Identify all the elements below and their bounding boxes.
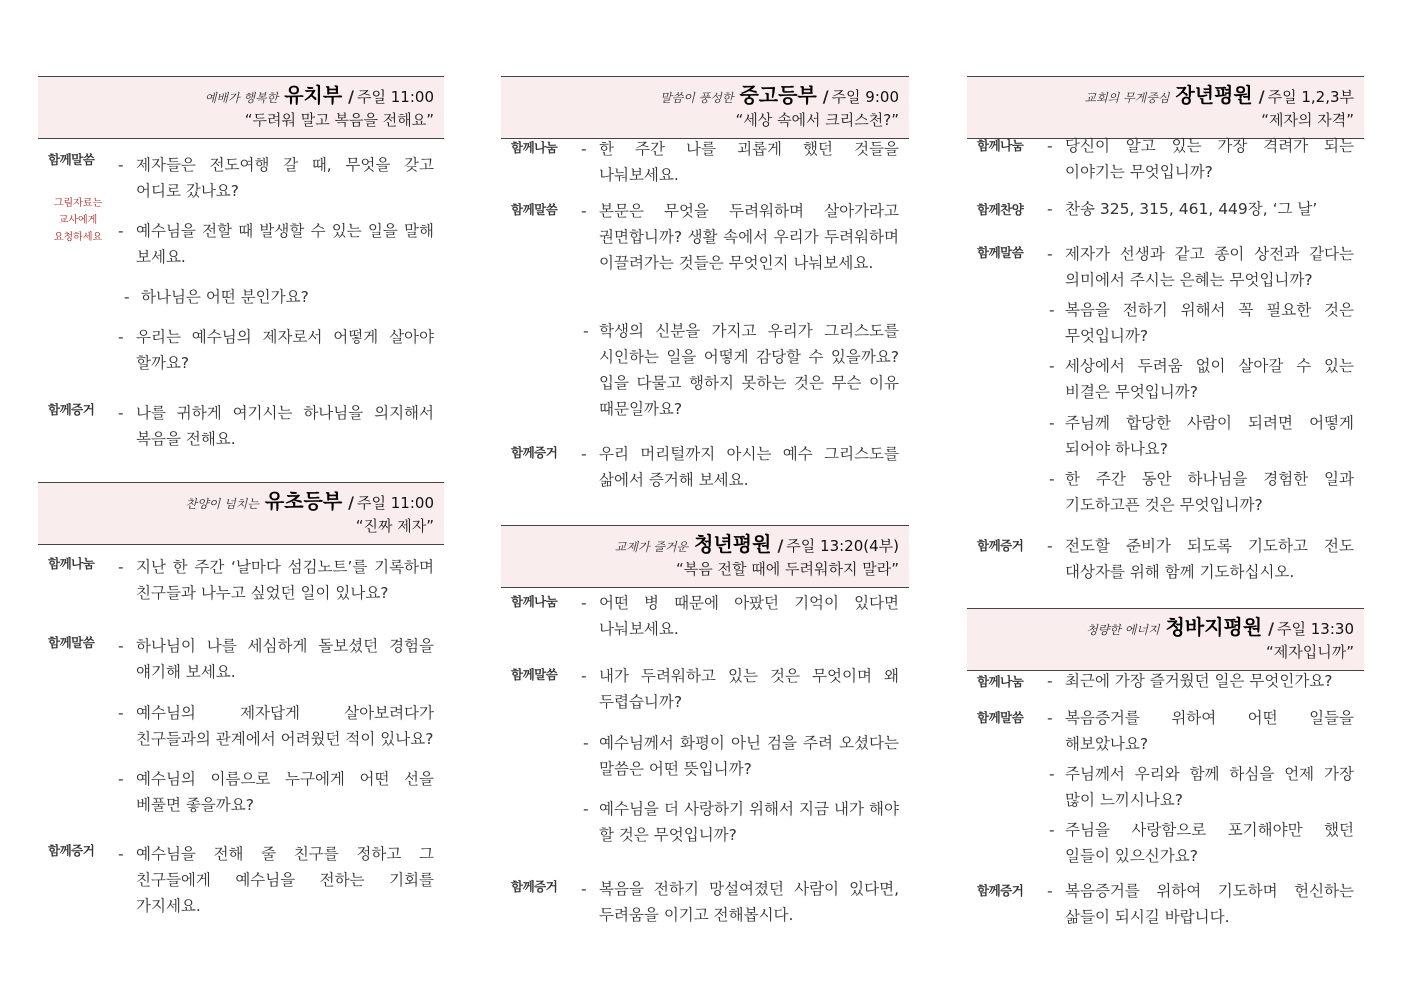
question-text: 제자가 선생과 같고 종이 상전과 같다는 의미에서 주시는 은혜는 무엇입니까? <box>1065 245 1354 289</box>
bullet-dash: - <box>581 140 587 158</box>
activity-label: 함께증거 <box>977 538 1024 553</box>
sermon-theme: “세상 속에서 크리스천?” <box>735 111 899 129</box>
sermon-theme: “진짜 제자” <box>355 517 434 535</box>
question-text: 예수님의 이름으로 누구에게 어떤 선을 베풀면 좋을까요? <box>136 770 434 814</box>
question-text: 주님께서 우리와 함께 하심을 언제 가장 많이 느끼시나요? <box>1065 765 1354 809</box>
bullet-dash: - <box>118 328 124 346</box>
question-text: 최근에 가장 즐거웠던 일은 무엇인가요? <box>1065 672 1333 690</box>
question-text: 찬송 325, 315, 461, 449장, ‘그 날’ <box>1065 200 1318 218</box>
service-time: 주일 13:20(4부) <box>786 537 899 555</box>
section-header <box>501 76 909 139</box>
discussion-question <box>1047 705 1354 757</box>
discussion-question <box>1047 878 1354 930</box>
discussion-question <box>583 730 899 782</box>
sermon-theme: “복음 전할 때에 두려워하지 말라” <box>676 560 899 578</box>
discussion-question <box>118 324 434 376</box>
dept-tagline: 교회의 무게중심 <box>1084 91 1170 105</box>
service-time: 주일 11:00 <box>357 88 434 106</box>
teacher-note <box>48 195 108 246</box>
section-header <box>967 76 1364 139</box>
dept-name: 청바지평원 <box>1165 615 1263 639</box>
dept-name: 청년평원 <box>694 532 772 556</box>
question-text: 예수님의 제자답게 살아보려다가 친구들과의 관계에서 어려웠던 적이 있나요? <box>136 704 434 748</box>
question-text: 복음증거를 위하여 어떤 일들을 해보았나요? <box>1065 709 1354 753</box>
bullet-dash: - <box>1049 765 1055 783</box>
bullet-dash: - <box>118 770 124 788</box>
department-section <box>38 482 444 915</box>
dept-name: 유치부 <box>284 83 343 107</box>
activity-label: 함께말씀 <box>977 245 1024 260</box>
question-text: 예수님을 더 사랑하기 위해서 지금 내가 해야 할 것은 무엇입니까? <box>599 800 899 844</box>
discussion-question <box>1049 353 1354 405</box>
header-title-line <box>48 82 434 108</box>
bullet-dash: - <box>581 667 587 685</box>
header-title-line <box>511 82 899 108</box>
dept-name: 장년평원 <box>1175 83 1253 107</box>
bullet-dash: - <box>118 558 124 576</box>
discussion-question <box>583 796 899 848</box>
service-time: 주일 11:00 <box>357 494 434 512</box>
service-time: 주일 9:00 <box>831 88 899 106</box>
discussion-question <box>1047 533 1354 585</box>
question-text: 제자들은 전도여행 갈 때, 무엇을 갖고 어디로 갔나요? <box>136 156 434 200</box>
bullet-dash: - <box>1049 357 1055 375</box>
discussion-question <box>581 198 899 276</box>
department-section <box>967 76 1364 581</box>
note-line: 요청하세요 <box>53 232 103 243</box>
bullet-dash: - <box>1047 245 1053 263</box>
activity-label: 함께증거 <box>48 843 95 858</box>
note-line: 그림자료는 <box>53 198 103 209</box>
department-section <box>967 608 1364 926</box>
question-text: 하나님이 나를 세심하게 돌보셨던 경험을 얘기해 보세요. <box>136 637 434 681</box>
separator-slash: / <box>822 87 829 106</box>
bullet-dash: - <box>1047 200 1053 218</box>
question-text: 어떤 병 때문에 아팠던 기억이 있다면 나눠보세요. <box>599 594 899 638</box>
dept-tagline: 청량한 에너지 <box>1086 623 1160 637</box>
bullet-dash: - <box>1047 672 1053 690</box>
discussion-question <box>583 318 899 422</box>
question-text: 본문은 무엇을 두려워하며 살아가라고 권면합니까? 생활 속에서 우리가 두려워하며 이끌려가는 것들은 무엇인지 나눠보세요. <box>599 202 899 272</box>
discussion-question <box>118 152 434 204</box>
bullet-dash: - <box>118 222 124 240</box>
header-title-line <box>511 531 899 557</box>
bullet-dash: - <box>118 845 124 863</box>
discussion-question <box>581 663 899 715</box>
discussion-question <box>118 766 434 818</box>
discussion-question <box>581 590 899 642</box>
question-text: 나를 귀하게 여기시는 하나님을 의지해서 복음을 전해요. <box>136 404 434 448</box>
bullet-dash: - <box>1047 137 1053 155</box>
question-text: 예수님을 전할 때 발생할 수 있는 일을 말해 보세요. <box>136 222 434 266</box>
discussion-question <box>1049 297 1354 349</box>
separator-slash: / <box>1258 87 1265 106</box>
discussion-question <box>118 218 434 270</box>
bullet-dash: - <box>1049 301 1055 319</box>
note-line: 교사에게 <box>58 215 98 226</box>
bullet-dash: - <box>1047 537 1053 555</box>
question-text: 예수님께서 화평이 아닌 검을 주려 오셨다는 말씀은 어떤 뜻입니까? <box>599 734 899 778</box>
bullet-dash: - <box>118 704 124 722</box>
separator-slash: / <box>348 87 355 106</box>
activity-label: 함께증거 <box>511 445 558 460</box>
sermon-theme: “두려워 말고 복음을 전해요” <box>244 111 434 129</box>
activity-label: 함께찬양 <box>977 202 1024 217</box>
department-section <box>501 525 909 924</box>
department-section <box>501 76 909 489</box>
header-title-line <box>977 82 1354 108</box>
sermon-theme: “제자입니까” <box>1266 643 1354 661</box>
bullet-dash: - <box>583 734 589 752</box>
dept-name: 중고등부 <box>739 83 817 107</box>
discussion-question <box>1049 466 1354 518</box>
discussion-question <box>118 633 434 685</box>
question-text: 전도할 준비가 되도록 기도하고 전도 대상자를 위해 함께 기도하십시오. <box>1065 537 1354 581</box>
section-header <box>38 482 444 545</box>
bullet-dash: - <box>581 202 587 220</box>
discussion-question <box>581 876 899 928</box>
activity-label: 함께말씀 <box>48 152 95 167</box>
activity-label: 함께말씀 <box>977 710 1024 725</box>
discussion-question <box>1047 133 1354 185</box>
dept-tagline: 말씀이 풍성한 <box>660 91 734 105</box>
question-text: 복음증거를 위하여 기도하며 헌신하는 삶들이 되시길 바랍니다. <box>1065 882 1354 926</box>
question-text: 예수님을 전해 줄 친구를 정하고 그 친구들에게 예수님을 전하는 기회를 가지세요. <box>136 845 434 915</box>
activity-label: 함께말씀 <box>511 667 558 682</box>
section-header <box>967 608 1364 671</box>
dept-tagline: 예배가 행복한 <box>204 91 279 105</box>
header-title-line <box>977 614 1354 640</box>
bullet-dash: - <box>1047 709 1053 727</box>
question-text: 주님을 사랑함으로 포기해야만 했던 일들이 있으신가요? <box>1065 821 1354 865</box>
activity-label: 함께증거 <box>977 883 1024 898</box>
discussion-question <box>118 841 434 919</box>
bullet-dash: - <box>124 288 130 306</box>
discussion-question <box>1049 761 1354 813</box>
activity-label: 함께증거 <box>511 879 558 894</box>
discussion-question <box>1047 241 1354 293</box>
bullet-dash: - <box>1049 821 1055 839</box>
question-text: 한 주간 동안 하나님을 경험한 일과 기도하고픈 것은 무엇입니까? <box>1065 470 1354 514</box>
question-text: 복음을 전하기 위해서 꼭 필요한 것은 무엇입니까? <box>1065 301 1354 345</box>
separator-slash: / <box>1268 619 1275 638</box>
bullet-dash: - <box>583 800 589 818</box>
question-text: 한 주간 나를 괴롭게 했던 것들을 나눠보세요. <box>599 140 899 184</box>
discussion-question <box>581 441 899 493</box>
discussion-question <box>1049 410 1354 462</box>
department-section <box>38 76 444 448</box>
discussion-question <box>1049 817 1354 869</box>
activity-label: 함께나눔 <box>511 594 558 609</box>
discussion-question <box>124 284 434 310</box>
activity-label: 함께말씀 <box>48 635 95 650</box>
sermon-theme: “제자의 자격” <box>1261 111 1354 129</box>
question-text: 지난 한 주간 ‘날마다 섬김노트’를 기록하며 친구들과 나누고 싶었던 일이 있나요? <box>136 558 434 602</box>
bullet-dash: - <box>583 322 589 340</box>
header-title-line <box>48 488 434 514</box>
question-text: 복음을 전하기 망설여졌던 사람이 있다면, 두려움을 이기고 전해봅시다. <box>599 880 899 924</box>
bullet-dash: - <box>1049 470 1055 488</box>
bullet-dash: - <box>118 156 124 174</box>
bullet-dash: - <box>118 404 124 422</box>
discussion-question <box>581 136 899 188</box>
bullet-dash: - <box>1049 414 1055 432</box>
activity-label: 함께나눔 <box>48 556 95 571</box>
service-time: 주일 1,2,3부 <box>1267 88 1354 106</box>
activity-label: 함께나눔 <box>511 140 558 155</box>
activity-label: 함께나눔 <box>977 138 1024 153</box>
question-text: 우리 머리털까지 아시는 예수 그리스도를 삶에서 증거해 보세요. <box>599 445 899 489</box>
question-text: 내가 두려워하고 있는 것은 무엇이며 왜 두렵습니까? <box>599 667 899 711</box>
discussion-question <box>118 400 434 452</box>
question-text: 학생의 신분을 가지고 우리가 그리스도를 시인하는 일을 어떻게 감당할 수 있을까요? 입을 다물고 행하지 못하는 것은 무슨 이유 때문일까요? <box>599 322 899 418</box>
activity-label: 함께말씀 <box>511 202 558 217</box>
separator-slash: / <box>777 536 784 555</box>
bullet-dash: - <box>581 880 587 898</box>
question-text: 하나님은 어떤 분인가요? <box>141 288 309 306</box>
question-text: 세상에서 두려움 없이 살아갈 수 있는 비결은 무엇입니까? <box>1065 357 1354 401</box>
discussion-question <box>118 554 434 606</box>
section-header <box>501 525 909 588</box>
dept-tagline: 찬양이 넘치는 <box>185 497 259 511</box>
question-text: 당신이 알고 있는 가장 격려가 되는 이야기는 무엇입니까? <box>1065 137 1354 181</box>
activity-label: 함께나눔 <box>977 674 1024 689</box>
dept-name: 유초등부 <box>264 489 343 513</box>
dept-tagline: 교제가 즐거운 <box>614 540 689 554</box>
question-text: 주님께 합당한 사람이 되려면 어떻게 되어야 하나요? <box>1065 414 1354 458</box>
section-header <box>38 76 444 139</box>
discussion-question <box>118 700 434 752</box>
question-text: 우리는 예수님의 제자로서 어떻게 살아야 할까요? <box>136 328 434 372</box>
discussion-question <box>1047 668 1354 694</box>
service-time: 주일 13:30 <box>1277 620 1354 638</box>
discussion-question <box>1047 196 1354 222</box>
activity-label: 함께증거 <box>48 402 95 417</box>
bullet-dash: - <box>118 637 124 655</box>
separator-slash: / <box>348 493 355 512</box>
bullet-dash: - <box>1047 882 1053 900</box>
bullet-dash: - <box>581 594 587 612</box>
bullet-dash: - <box>581 445 587 463</box>
